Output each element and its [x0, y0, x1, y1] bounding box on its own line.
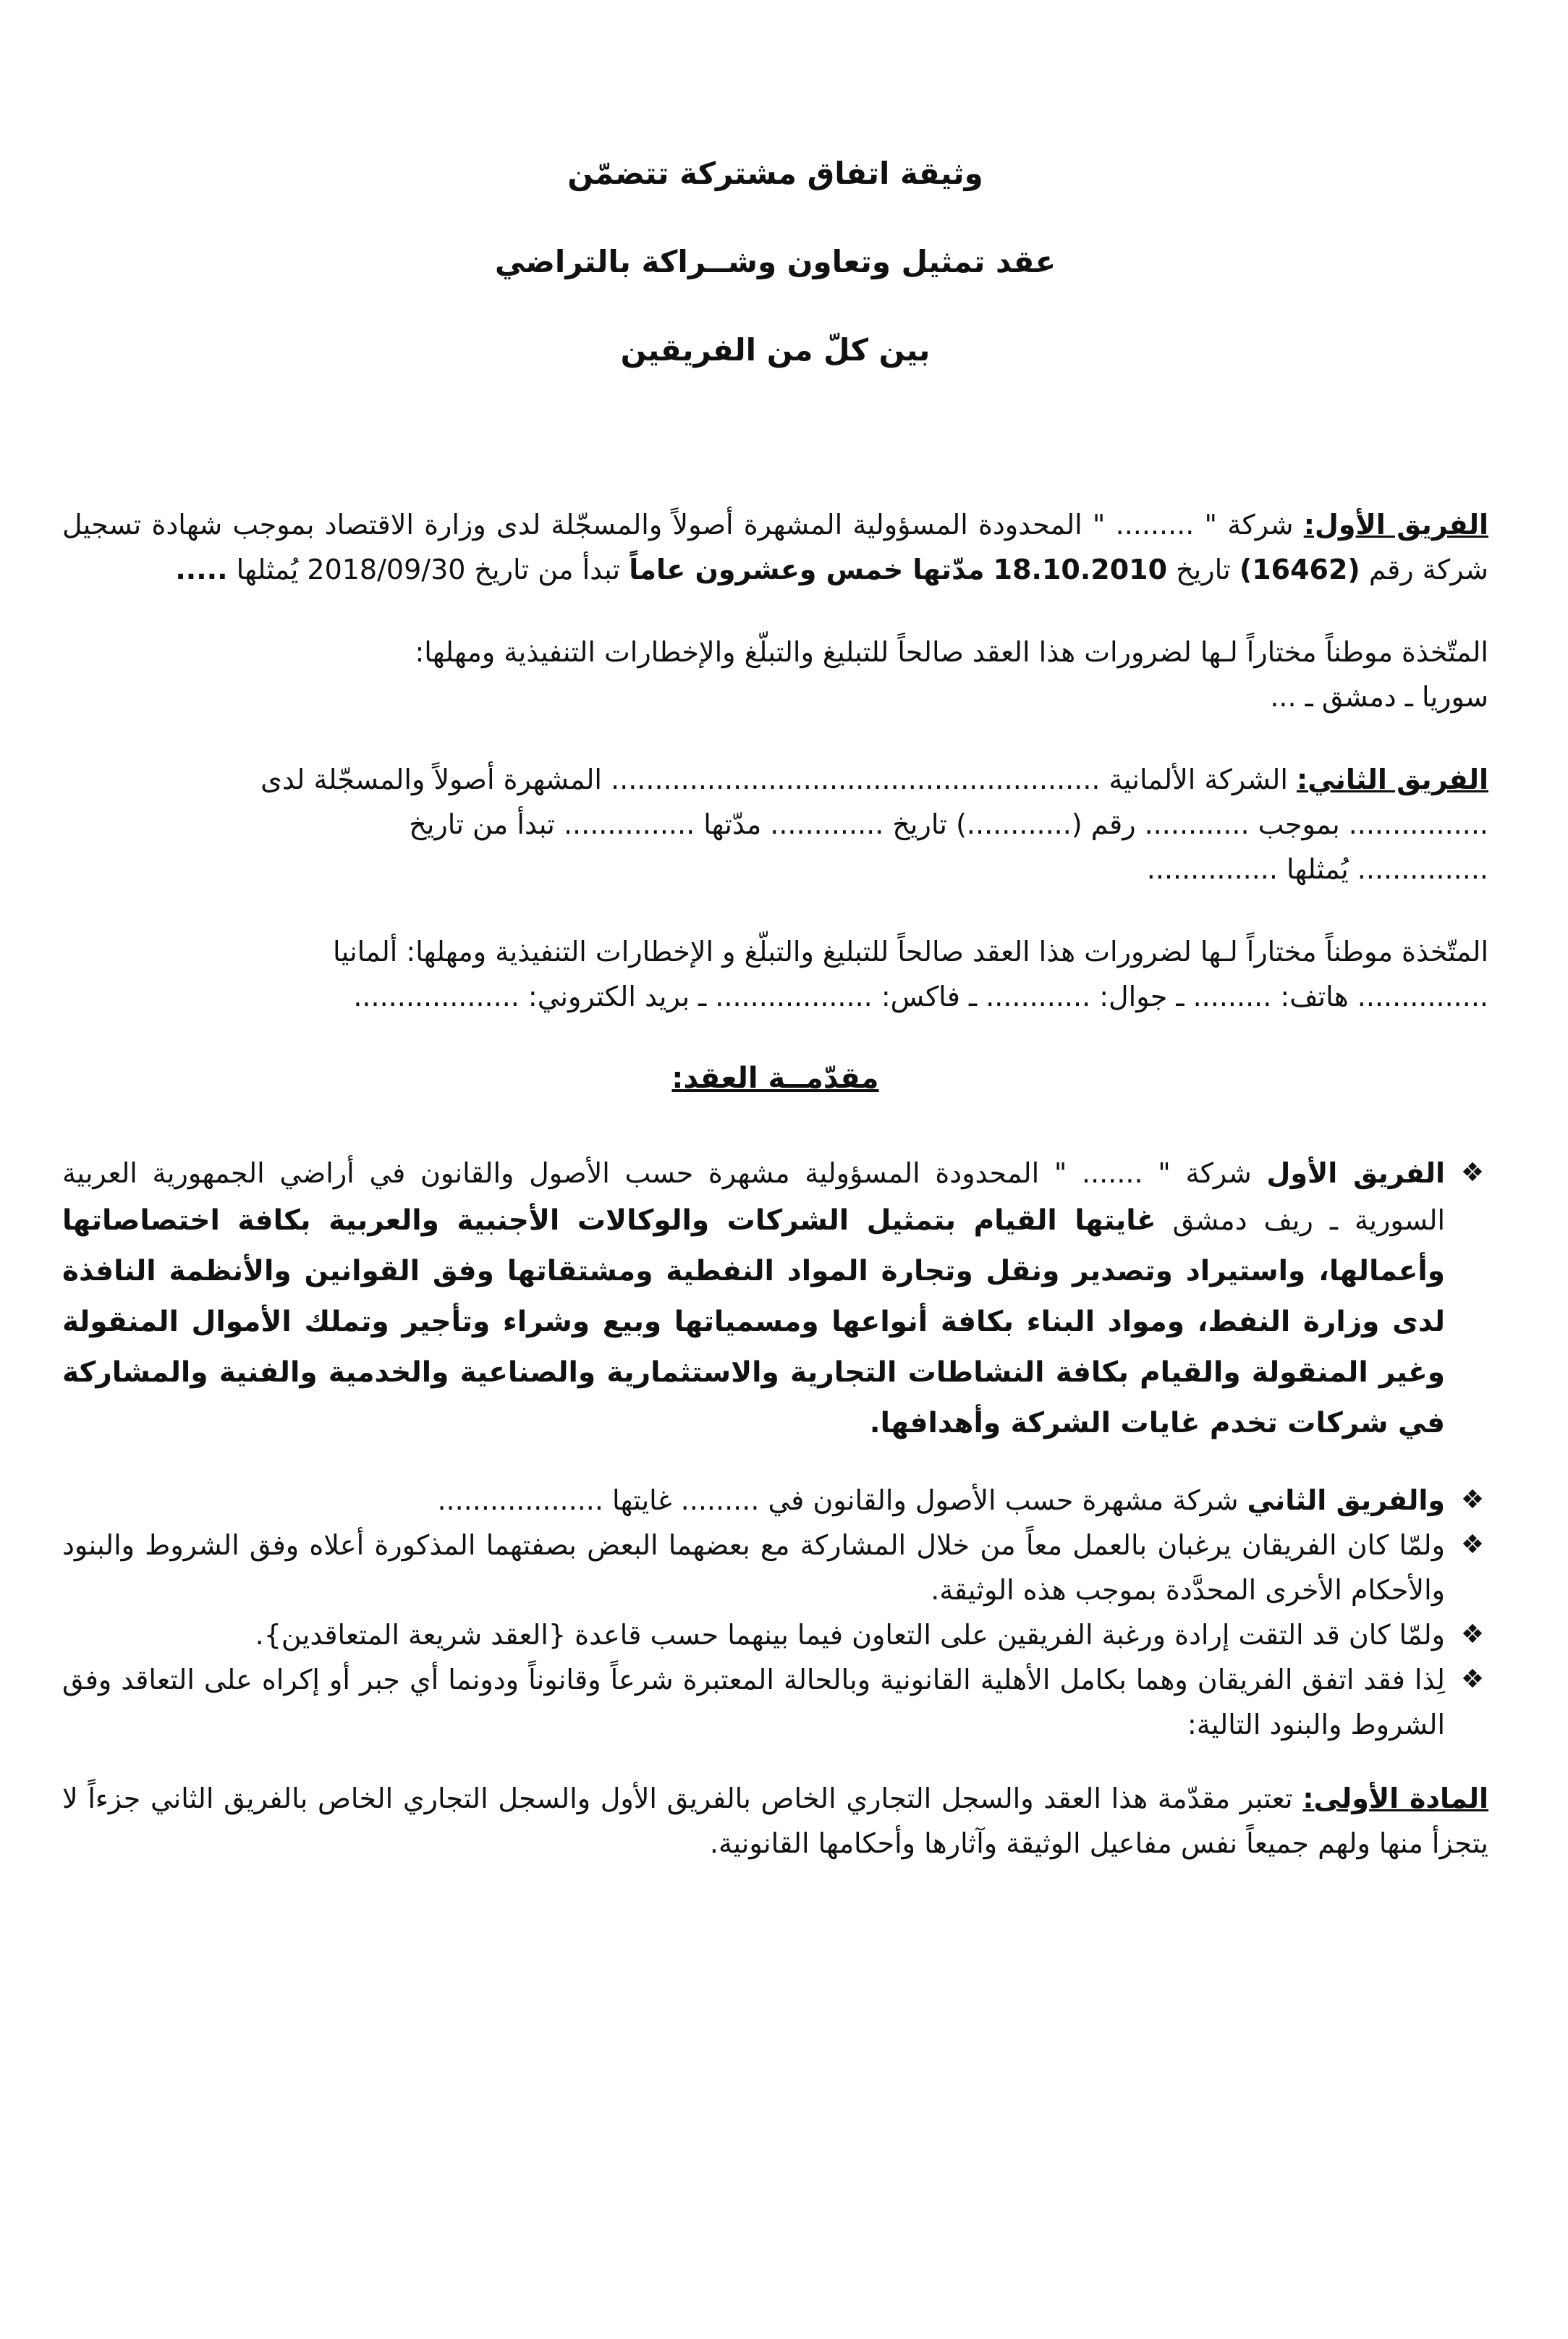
bullet4-text: ولمّا كان قد التقت إرادة ورغبة الفريقين على التعاون فيما بينهما حسب قاعدة {العقد شريعة المتعاقدين}. [255, 1619, 1445, 1651]
title-line-1: وثيقة اتفاق مشتركة تتضمّن [567, 156, 983, 191]
party1-text-b: تاريخ [1167, 554, 1239, 585]
party2-domicile-line-1: المتّخذة موطناً مختاراً لـها لضرورات هذا العقد صالحاً للتبليغ والتبلّغ و الإخطارات التنفيذية ومهلها: ألمانيا [333, 936, 1488, 968]
bullet-diamond-icon: ❖ [1460, 1620, 1485, 1649]
bullet2-text: شركة مشهرة حسب الأصول والقانون في ......... غايتها ................... [437, 1484, 1247, 1516]
bullet-whereas-1 [62, 1523, 1488, 1612]
article1-paragraph [62, 1776, 1488, 1866]
party1-representative: ..... [175, 554, 228, 585]
bullet1-label: الفريق الأول [1266, 1157, 1445, 1189]
intro-heading: مقدّمــة العقد: [671, 1062, 879, 1095]
bullet-party1 [62, 1151, 1488, 1449]
bullet-party2 [62, 1478, 1488, 1523]
bullet3-text: ولمّا كان الفريقان يرغبان بالعمل معاً من خلال المشاركة مع بعضهما البعض بصفتهما المذكورة أعلاه وفق الشروط والبنود والأحكام الأخرى المحدَّدة بموجب هذه الوثيقة. [62, 1529, 1445, 1606]
bullet-whereas-2 [62, 1612, 1488, 1657]
bullet-diamond-icon: ❖ [1460, 1665, 1485, 1694]
party1-domicile-line-2: سوريا ـ دمشق ـ ... [1270, 681, 1488, 713]
bullet-therefore [62, 1657, 1488, 1747]
party1-text-d: تبدأ من تاريخ 2018/09/30 يُمثلها [227, 554, 630, 585]
bullet1-text-a: شركة " ....... " المحدودة المسؤولية مشهرة حسب الأصول والقانون في أراضي الجمهورية العربية السورية ـ ريف دمشق [62, 1157, 1446, 1236]
party2-line-3: ............... يُمثلها ............... [1146, 853, 1488, 885]
bullet-diamond-icon: ❖ [1460, 1485, 1485, 1515]
party2-line-2: ................ بموجب ............ رقم (............) تاريخ ............. مدّتها ............... تبدأ من تاريخ [409, 808, 1488, 840]
bullet2-label: والفريق الثاني [1247, 1484, 1445, 1516]
party2-domicile-line-2: ............... هاتف: ......... ـ جوال: ............ ـ فاكس: .................. ـ بريد الكتروني: ................... [353, 981, 1488, 1012]
bullet1-text-bold: غايتها القيام بتمثيل الشركات والوكالات الأجنبية والعربية بكافة اختصاصاتها وأعمالها، واستيراد وتصدير ونقل وتجارة المواد النفطية ومشتقاتها وفق القوانين والأنظمة النافذة لدى وزارة النفط، ومواد البناء بكافة أنواعها ومسمياتها وبيع وشراء وتأجير وتملك الأموال المنقولة وغير المنقولة والقيام بكافة النشاطات التجارية والاستثمارية والصناعية والخدمية والفنية والمشاركة في شركات تخدم غايات الشركة وأهدافها. [62, 1204, 1445, 1439]
title-line-2: عقد تمثيل وتعاون وشــراكة بالتراضي [494, 244, 1056, 279]
party1-label: الفريق الأول: [1303, 509, 1488, 541]
bullet-diamond-icon: ❖ [1460, 1158, 1485, 1188]
party1-text-c [985, 554, 993, 585]
party2-label: الفريق الثاني: [1296, 764, 1488, 795]
party1-text-a: شركة " ......... " المحدودة المسؤولية المشهرة أصولاً والمسجّلة لدى وزارة الاقتصاد بموجب شهادة تسجيل شركة رقم [62, 509, 1488, 585]
party1-reg-date: 18.10.2010 [993, 554, 1168, 585]
article1-label: المادة الأولى: [1302, 1782, 1488, 1814]
party1-reg-no: (16462) [1239, 554, 1360, 585]
document-titles [62, 152, 1488, 372]
bullet-diamond-icon: ❖ [1460, 1530, 1485, 1560]
party1-domicile-line-1: المتّخذة موطناً مختاراً لـها لضرورات هذا العقد صالحاً للتبليغ والتبلّغ والإخطارات التنفيذية ومهلها: [415, 636, 1488, 668]
party1-paragraph [62, 502, 1488, 592]
bullet5-text: لِذا فقد اتفق الفريقان وهما بكامل الأهلية القانونية وبالحالة المعتبرة شرعاً وقانوناً ودونما أي جبر أو إكراه على التعاقد وفق الشروط والبنود التالية: [62, 1664, 1445, 1740]
party2-line-1 [62, 757, 1488, 802]
party2-line-1-text: الشركة الألمانية ........................................................ المشهرة أصولاً والمسجّلة لدى [260, 764, 1297, 795]
title-line-3: بين كلّ من الفريقين [620, 332, 931, 368]
intro-bullets-2 [62, 1478, 1488, 1747]
article1-text: تعتبر مقدّمة هذا العقد والسجل التجاري الخاص بالفريق الأول والسجل التجاري الخاص بالفريق الثاني جزءاً لا يتجزأ منها ولهم جميعاً نفس مفاعيل الوثيقة وآثارها وأحكامها القانونية. [62, 1782, 1488, 1859]
party1-duration: مدّتها خمس وعشرون عاماً [629, 554, 985, 585]
intro-bullets [62, 1151, 1488, 1449]
